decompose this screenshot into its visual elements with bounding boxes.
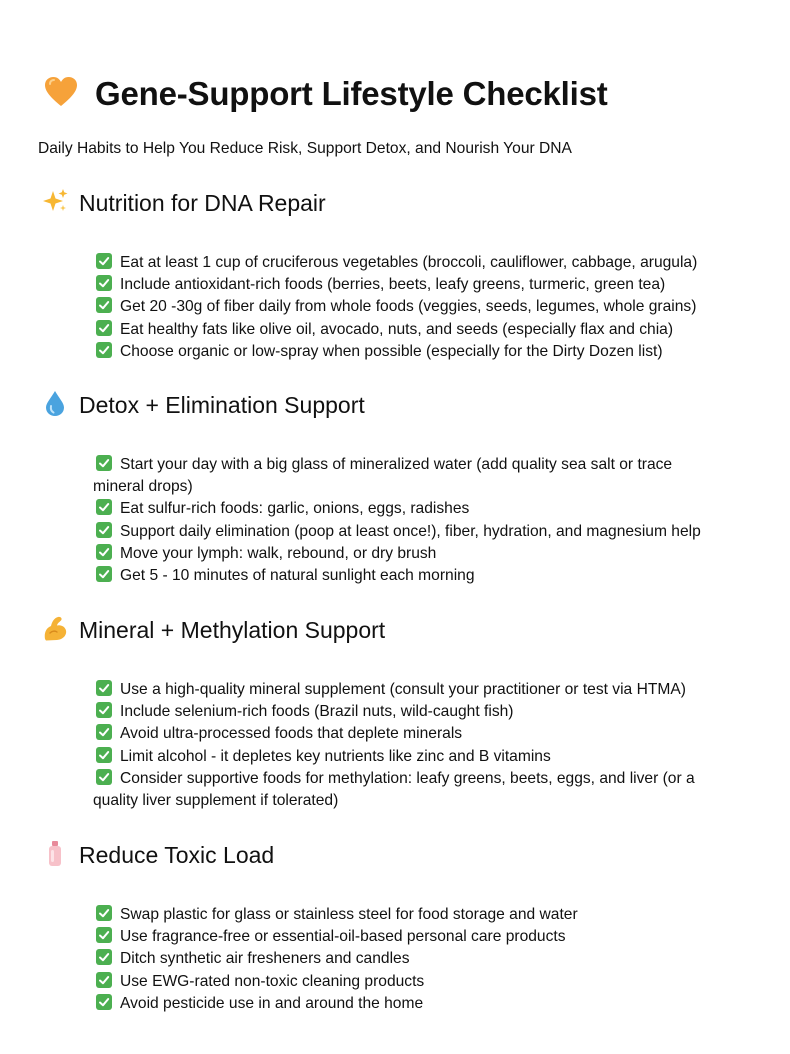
- section-title: Nutrition for DNA Repair: [79, 189, 326, 216]
- item-text: Avoid ultra-processed foods that deplete minerals: [120, 725, 463, 743]
- checkbox-checked-icon[interactable]: [96, 253, 112, 269]
- item-text: Include selenium-rich foods (Brazil nuts, wild-caught fish): [120, 703, 514, 721]
- item-text: Ditch synthetic air fresheners and candles: [120, 950, 410, 968]
- item-text: Move your lymph: walk, rebound, or dry brush: [120, 544, 437, 562]
- checklist: [93, 679, 783, 812]
- list-item: [93, 341, 783, 363]
- section-title: Mineral + Methylation Support: [79, 616, 386, 643]
- item-text: Include antioxidant-rich foods (berries, beets, leafy greens, turmeric, green tea): [120, 276, 666, 294]
- list-item: [93, 296, 783, 318]
- item-text: Avoid pesticide use in and around the home: [120, 994, 424, 1012]
- item-text: Eat healthy fats like olive oil, avocado, nuts, and seeds (especially flax and chia): [120, 320, 674, 338]
- list-item: [93, 498, 783, 520]
- checklist: [93, 252, 783, 363]
- checklist: [93, 454, 783, 587]
- list-item: [93, 319, 783, 341]
- item-text: Use a high-quality mineral supplement (consult your practitioner or test via HTMA): [120, 681, 686, 698]
- checkbox-checked-icon[interactable]: [96, 905, 112, 921]
- item-text: Eat sulfur-rich foods: garlic, onions, eggs, radishes: [120, 500, 470, 518]
- list-item: [93, 274, 783, 296]
- section-header: [42, 188, 326, 218]
- lotion-bottle-icon: [42, 839, 68, 872]
- section-title: Reduce Toxic Load: [79, 841, 275, 868]
- page-title: Gene-Support Lifestyle Checklist: [95, 75, 608, 112]
- checkbox-checked-icon[interactable]: [96, 747, 112, 763]
- list-item: [93, 543, 783, 565]
- page-subtitle: Daily Habits to Help You Reduce Risk, Support Detox, and Nourish Your DNA: [38, 140, 572, 157]
- list-item: [93, 948, 783, 970]
- title-row: [44, 72, 608, 116]
- list-item: [93, 701, 783, 723]
- list-item: [93, 521, 783, 543]
- flexed-biceps-icon: [42, 615, 68, 646]
- item-text: Get 5 - 10 minutes of natural sunlight each morning: [120, 567, 475, 585]
- item-text: Use fragrance-free or essential-oil-based personal care products: [120, 928, 566, 946]
- droplet-icon: [42, 389, 68, 422]
- item-text-continued: mineral drops): [93, 478, 193, 496]
- list-item: [93, 926, 783, 948]
- item-text: Consider supportive foods for methylation: leafy greens, beets, eggs, and liver (or a: [120, 769, 695, 787]
- checkbox-checked-icon[interactable]: [96, 499, 112, 515]
- orange-heart-icon: [44, 76, 78, 113]
- checklist: [93, 904, 783, 1015]
- section-header: [42, 840, 274, 870]
- checkbox-checked-icon[interactable]: [96, 275, 112, 291]
- checkbox-checked-icon[interactable]: [96, 680, 112, 696]
- section-header: [42, 615, 385, 645]
- checkbox-checked-icon[interactable]: [96, 522, 112, 538]
- section-header: [42, 390, 365, 420]
- item-text: Start your day with a big glass of mineralized water (add quality sea salt or trace: [120, 456, 673, 473]
- checkbox-checked-icon[interactable]: [96, 724, 112, 740]
- list-item: [93, 746, 783, 768]
- item-text: Limit alcohol - it depletes key nutrients like zinc and B vitamins: [120, 747, 551, 765]
- checkbox-checked-icon[interactable]: [96, 949, 112, 965]
- checkbox-checked-icon[interactable]: [96, 320, 112, 336]
- list-item: [93, 768, 783, 812]
- sparkles-icon: [42, 188, 68, 219]
- checkbox-checked-icon[interactable]: [96, 297, 112, 313]
- item-text-continued: quality liver supplement if tolerated): [93, 792, 339, 810]
- list-item: [93, 904, 783, 926]
- checkbox-checked-icon[interactable]: [96, 769, 112, 785]
- list-item: [93, 565, 783, 587]
- checkbox-checked-icon[interactable]: [96, 342, 112, 358]
- checkbox-checked-icon[interactable]: [96, 455, 112, 471]
- checkbox-checked-icon[interactable]: [96, 702, 112, 718]
- checkbox-checked-icon[interactable]: [96, 972, 112, 988]
- list-item: [93, 679, 783, 701]
- checkbox-checked-icon[interactable]: [96, 994, 112, 1010]
- list-item: [93, 454, 783, 498]
- item-text: Use EWG-rated non-toxic cleaning products: [120, 972, 425, 990]
- item-text: Choose organic or low-spray when possible (especially for the Dirty Dozen list): [120, 342, 663, 360]
- checkbox-checked-icon[interactable]: [96, 544, 112, 560]
- item-text: Support daily elimination (poop at least once!), fiber, hydration, and magnesium help: [120, 522, 701, 540]
- item-text: Eat at least 1 cup of cruciferous vegetables (broccoli, cauliflower, cabbage, arugula): [120, 254, 698, 271]
- item-text: Swap plastic for glass or stainless steel for food storage and water: [120, 906, 578, 923]
- list-item: [93, 971, 783, 993]
- section-title: Detox + Elimination Support: [79, 391, 365, 418]
- list-item: [93, 993, 783, 1015]
- checkbox-checked-icon[interactable]: [96, 566, 112, 582]
- item-text: Get 20 -30g of fiber daily from whole foods (veggies, seeds, legumes, whole grains): [120, 298, 697, 316]
- checkbox-checked-icon[interactable]: [96, 927, 112, 943]
- list-item: [93, 723, 783, 745]
- list-item: [93, 252, 783, 274]
